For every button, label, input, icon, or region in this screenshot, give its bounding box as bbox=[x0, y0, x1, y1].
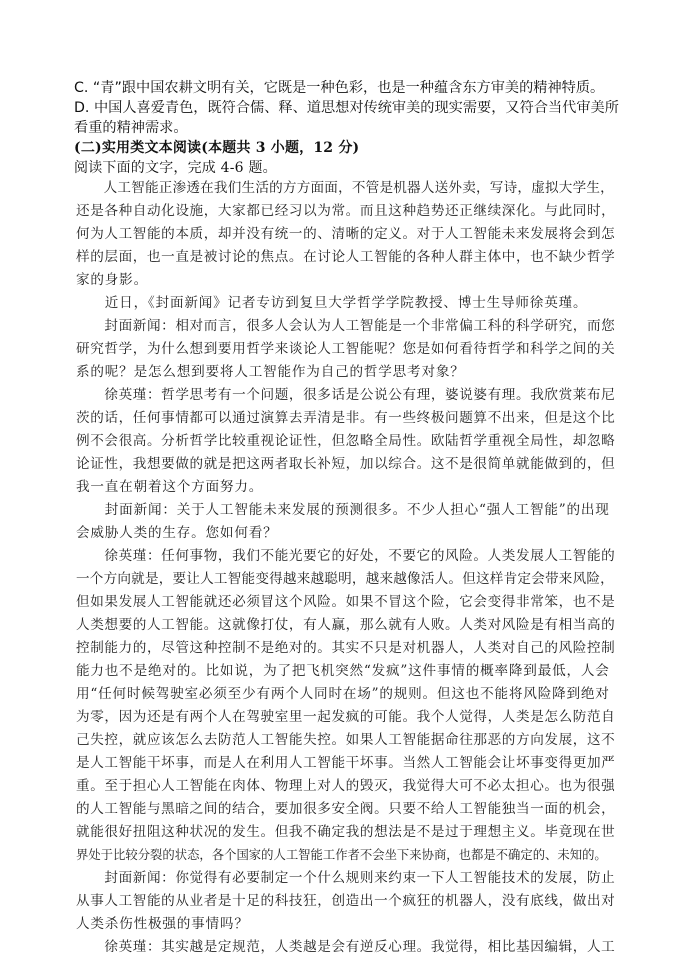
passage-line: 从事人工智能的从业者是十足的科技狂，创造出一个疯狂的机器人，没有底线，做出对 bbox=[76, 893, 616, 909]
passage-line: 的人工智能与黑暗之间的结合，要加很多安全阀。只要不给人工智能独当一面的机会， bbox=[76, 801, 616, 817]
passage-line: 封面新闻：你觉得有必要制定一个什么规则来约束一下人工智能技术的发展，防止 bbox=[76, 870, 616, 886]
passage-line: 但如果发展人工智能就还必须冒这个风险。如果不冒这个险，它会变得非常笨，也不是 bbox=[76, 594, 616, 610]
passage-line: 茨的话，任何事情都可以通过演算去弄清是非。有一些终极问题算不出来，但是这个比 bbox=[76, 410, 616, 426]
passage-line: 重。至于担心人工智能在肉体、物理上对人的毁灭，我觉得大可不必太担心。也为很强 bbox=[76, 778, 616, 794]
passage-line: 一个方向就是，要让人工智能变得越来越聪明，越来越像活人。但这样肯定会带来风险， bbox=[76, 571, 614, 587]
option-c: C. “青”跟中国农耕文明有关，它既是一种色彩，也是一种蕴含东方审美的精神特质。 bbox=[74, 80, 605, 96]
passage-line: 就能很好扭阻这种状况的发生。但我不确定我的想法是不是过于理想主义。毕竟现在世 bbox=[76, 824, 616, 840]
passage-line: 封面新闻：关于人工智能未来发展的预测很多。不少人担心“强人工智能”的出现 bbox=[76, 502, 610, 518]
passage-line: 是人工智能干坏事，而是人在利用人工智能干坏事。当然人工智能会让坏事变得更加严 bbox=[76, 755, 616, 771]
passage-line: 徐英瑾：任何事物，我们不能光要它的好处，不要它的风险。人类发展人工智能的 bbox=[76, 548, 616, 564]
passage-line: 例不会很高。分析哲学比较重视论证性，但忽略全局性。欧陆哲学重视全局性，却忽略 bbox=[76, 433, 616, 449]
passage-line: 人类杀伤性极强的事情吗？ bbox=[76, 916, 249, 932]
section-instruction: 阅读下面的文字，完成 4-6 题。 bbox=[74, 160, 277, 176]
passage-line: 为零，因为还是有两个人在驾驶室里一起发疯的可能。我个人觉得，人类是怎么防范自 bbox=[76, 709, 616, 725]
passage-line: 人类想要的人工智能。这就像打仗，有人赢，那么就有人败。人类对风险是有相当高的 bbox=[76, 617, 616, 633]
passage-line: 用“任何时候驾驶室必须至少有两个人同时在场”的规则。但这也不能将风险降到绝对 bbox=[76, 686, 610, 702]
section-heading: (二)实用类文本阅读(本题共 3 小题，12 分) bbox=[74, 140, 360, 156]
passage-line: 徐英瑾：其实越是定规范，人类越是会有逆反心理。我觉得，相比基因编辑，人工 bbox=[76, 939, 616, 955]
passage-line: 论证性，我想要做的就是把这两者取长补短，加以综合。这不是很简单就能做到的，但 bbox=[76, 456, 616, 472]
passage-line: 控制能力的，尽管这种控制不是绝对的。其实不只是对机器人，人类对自己的风险控制 bbox=[76, 640, 616, 656]
passage-line: 我一直在朝着这个方面努力。 bbox=[76, 479, 264, 495]
passage-line: 近日，《封面新闻》记者专访到复旦大学哲学学院教授、博士生导师徐英瑾。 bbox=[76, 295, 588, 311]
passage-line: 还是各种自动化设施，大家都已经习以为常。而且这种趋势还正继续深化。与此同时， bbox=[76, 203, 616, 219]
passage-line: 徐英瑾：哲学思考有一个问题，很多话是公说公有理，婆说婆有理。我欣赏莱布尼 bbox=[76, 387, 616, 403]
passage-line: 封面新闻：相对而言，很多人会认为人工智能是一个非常偏工科的科学研究，而您 bbox=[76, 318, 616, 334]
passage-line: 会威胁人类的生存。您如何看？ bbox=[76, 525, 278, 541]
option-d-line-2: 看重的精神需求。 bbox=[74, 120, 188, 136]
option-d-line-1: D. 中国人喜爱青色，既符合儒、释、道思想对传统审美的现实需要，又符合当代审美所 bbox=[74, 100, 619, 116]
passage-line: 研究哲学，为什么想到要用哲学来谈论人工智能呢？您是如何看待哲学和科学之间的关 bbox=[76, 341, 616, 357]
passage-line: 样的层面，也一直是被讨论的焦点。在讨论人工智能的各种人群主体中，也不缺少哲学 bbox=[76, 249, 616, 265]
passage-line: 系的呢？是怎么想到要将人工智能作为自己的哲学思考对象？ bbox=[76, 364, 465, 380]
passage-line: 家的身影。 bbox=[76, 272, 148, 288]
passage-line: 人工智能正渗透在我们生活的方方面面，不管是机器人送外卖，写诗，虚拟大学生， bbox=[76, 180, 614, 196]
passage-line: 能力也不是绝对的。比如说，为了把飞机突然“发疯”这件事情的概率降到最低，人会 bbox=[76, 663, 610, 679]
passage-line: 己失控，就应该怎么去防范人工智能失控。如果人工智能据命往那恶的方向发展，这不 bbox=[76, 732, 616, 748]
passage-line: 何为人工智能的本质，却并没有统一的、清晰的定义。对于人工智能未来发展将会到怎 bbox=[76, 226, 616, 242]
passage-line: 界处于比较分裂的状态，各个国家的人工智能工作者不会坐下来协商，也都是不确定的、未知的。 bbox=[76, 848, 607, 862]
